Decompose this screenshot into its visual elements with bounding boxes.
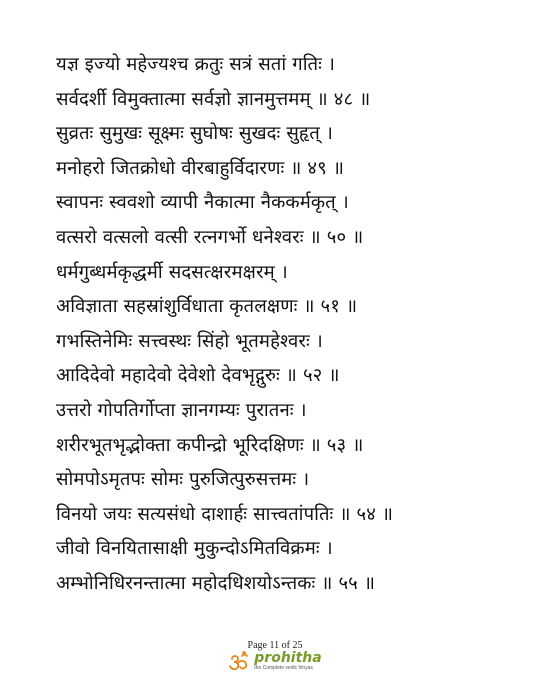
verse-line: विनयो जयः सत्यसंधो दाशार्हः सात्त्वतांपतिः ॥ ५४ ॥ [56,503,394,525]
verse-line: अम्भोनिधिरनन्तात्मा महोदधिशयोऽन्तकः ॥ ५५ ॥ [56,572,376,594]
verse-line: यज्ञ इज्यो महेज्यश्च क्रतुः सत्रं सतां गतिः । [56,54,336,75]
logo-wordmark: prohitha [254,650,322,666]
verse-line: आदिदेवो महादेवो देवेशो देवभृद्गुरुः ॥ ५२ ॥ [56,365,340,387]
verse-line: धर्मगुब्धर्मकृद्धर्मी सदसत्क्षरमक्षरम् । [56,261,288,283]
verse-line: स्वापनः स्ववशो व्यापी नैकात्मा नैककर्मकृत् । [56,192,349,214]
verse-line: मनोहरो जितक्रोधो वीरबाहुर्विदारणः ॥ ४९ ॥ [56,157,345,179]
verse-line: सर्वदर्शी विमुक्तात्मा सर्वज्ञो ज्ञानमुत्तमम् ॥ ४८ ॥ [56,88,371,110]
logo-tagline: the Complete vedic hinyas [254,665,313,671]
om-icon [228,651,250,671]
verse-line: सुव्रतः सुमुखः सूक्ष्मः सुघोषः सुखदः सुहृत् । [56,123,333,145]
verse-line: उत्तरो गोपतिर्गोप्ता ज्ञानगम्यः पुरातनः । [56,399,307,421]
verse-line: शरीरभूतभृद्भोक्ता कपीन्द्रो भूरिदक्षिणः ॥ ५३ ॥ [56,434,364,456]
footer-logo [0,651,550,671]
verse-line: गभस्तिनेमिः सत्त्वस्थः सिंहो भूतमहेश्वरः । [56,330,323,352]
verse-line: वत्सरो वत्सलो वत्सी रत्नगर्भो धनेश्वरः ॥ ५० ॥ [56,226,364,248]
verse-line: अविज्ञाता सहस्रांशुर्विधाता कृतलक्षणः ॥ ५१ ॥ [56,296,358,318]
verse-line: सोमपोऽमृतपः सोमः पुरुजित्पुरुसत्तमः । [56,469,310,491]
page-number: Page 11 of 25 [247,640,303,651]
verse-line: जीवो विनयितासाक्षी मुकुन्दोऽमितविक्रमः । [56,538,333,560]
verse-text-block [56,48,526,602]
